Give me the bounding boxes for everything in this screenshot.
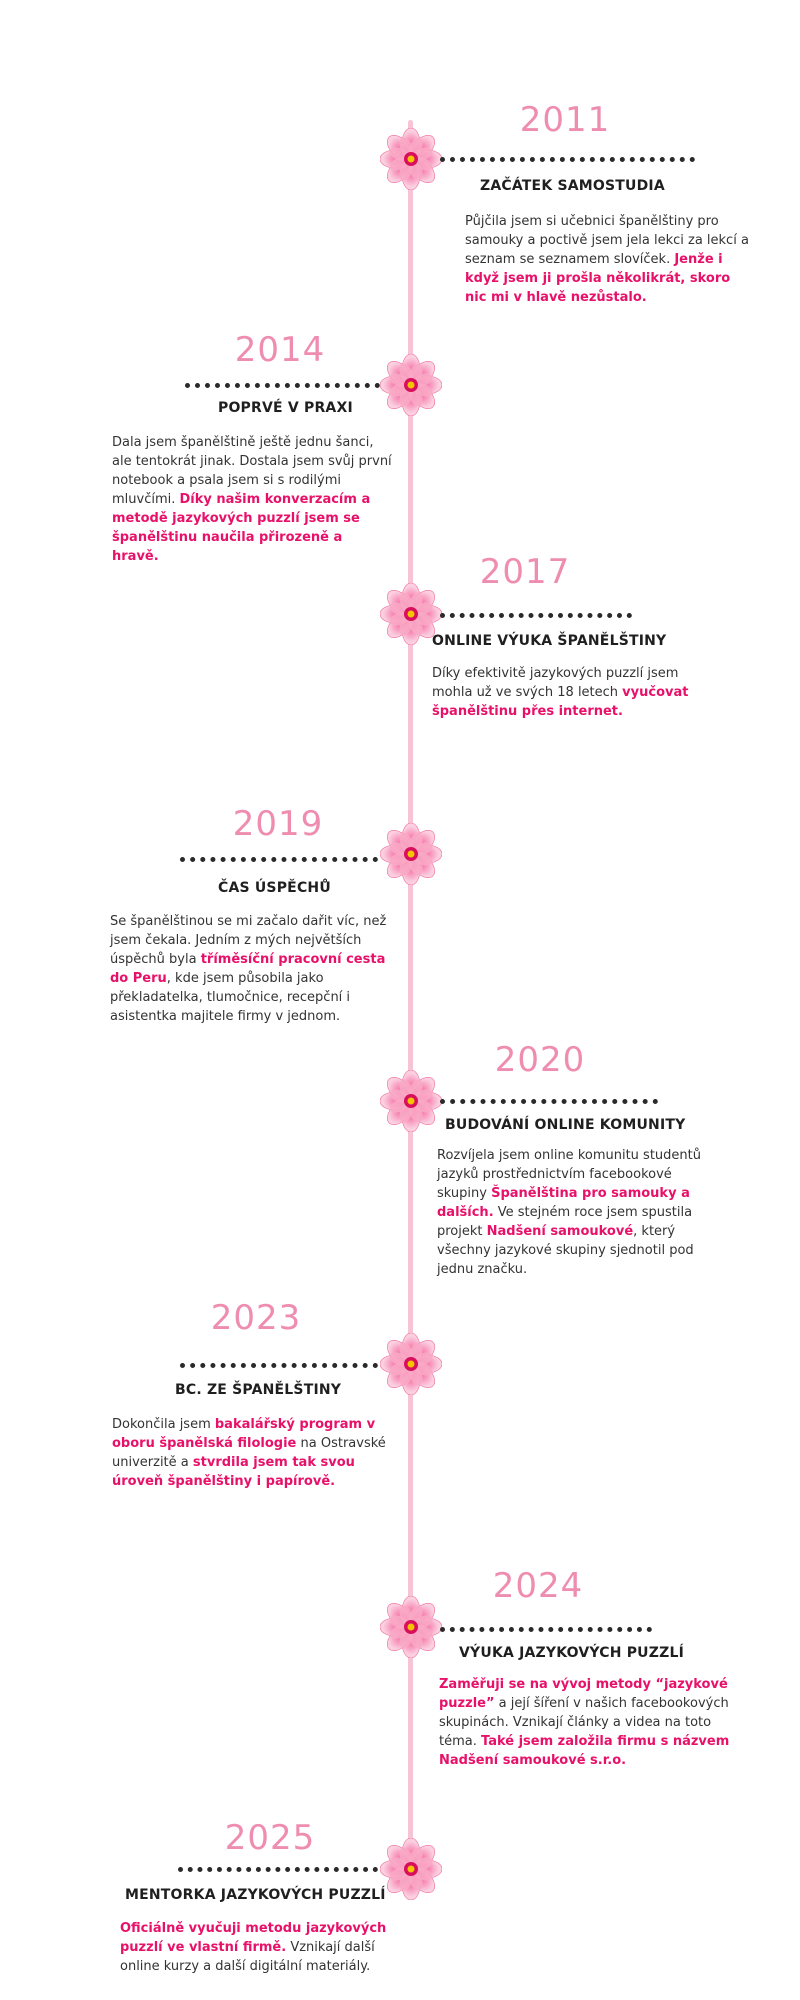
highlighted-text: Zaměřuji se na vývoj metody “jazykové puzzle” — [439, 1677, 728, 1711]
flower-icon — [380, 1838, 442, 1900]
event-description — [439, 1675, 739, 1770]
text-segment: Půjčila jsem si učebnici španělštiny pro samouky a poctivě jsem jela lekci za lekcí a seznam se seznamem slovíček. — [465, 214, 749, 267]
event-year: 2023 — [210, 1298, 302, 1338]
dotted-connector — [180, 1363, 378, 1368]
event-year: 2024 — [492, 1566, 584, 1606]
highlighted-text: tříměsíční pracovní cesta do Peru — [110, 952, 386, 986]
flower-icon — [380, 128, 442, 190]
event-year: 2017 — [479, 552, 571, 592]
text-segment: , který všechny jazykové skupiny sjednotil pod jednu značku. — [437, 1224, 694, 1277]
event-heading: BUDOVÁNÍ ONLINE KOMUNITY — [445, 1117, 686, 1133]
event-heading: MENTORKA JAZYKOVÝCH PUZZLÍ — [125, 1887, 386, 1903]
highlighted-text: Nadšení samoukové — [486, 1224, 634, 1239]
text-segment: a její šíření v našich facebookových skupinách. Vznikají články a videa na toto téma. — [439, 1696, 729, 1749]
event-heading: ZAČÁTEK SAMOSTUDIA — [480, 178, 665, 194]
event-heading: VÝUKA JAZYKOVÝCH PUZZLÍ — [459, 1645, 684, 1661]
flower-icon — [380, 1596, 442, 1658]
dotted-connector — [440, 1627, 652, 1632]
event-year: 2020 — [494, 1040, 586, 1080]
flower-icon — [380, 354, 442, 416]
event-heading: POPRVÉ V PRAXI — [218, 400, 353, 416]
event-year: 2019 — [232, 804, 324, 844]
text-segment: Dala jsem španělštině ještě jednu šanci, ale tentokrát jinak. Dostala jsem svůj první notebook a psala jsem si s rodilými mluvčími. — [112, 435, 392, 507]
dotted-connector — [440, 1099, 658, 1104]
text-segment: , kde jsem působila jako překladatelka, tlumočnice, recepční i asistentka majitele firmy v jednom. — [110, 971, 351, 1024]
event-year: 2014 — [234, 330, 326, 370]
text-segment: Díky efektivitě jazykových puzzlí jsem mohla už ve svých 18 letech — [432, 666, 679, 700]
highlighted-text: Také jsem založila firmu s názvem Nadšení samoukové s.r.o. — [439, 1734, 730, 1768]
text-segment: Vznikají další online kurzy a další digitální materiály. — [120, 1940, 375, 1974]
dotted-connector — [440, 157, 695, 162]
dotted-connector — [180, 857, 378, 862]
text-segment: Rozvíjela jsem online komunitu studentů jazyků prostřednictvím facebookové skupiny — [437, 1148, 701, 1201]
event-heading: BC. ZE ŠPANĚLŠTINY — [175, 1382, 342, 1398]
flower-icon — [380, 823, 442, 885]
dotted-connector — [185, 383, 380, 388]
highlighted-text: Jenže i když jsem ji prošla několikrát, skoro nic mi v hlavě nezůstalo. — [465, 252, 731, 305]
event-year: 2025 — [224, 1818, 316, 1858]
highlighted-text: vyučovat španělštinu přes internet. — [432, 685, 689, 719]
event-description — [112, 1415, 402, 1491]
text-segment: Se španělštinou se mi začalo dařit víc, než jsem čekala. Jedním z mých největších úspěchů byla — [110, 914, 387, 967]
dotted-connector — [440, 613, 632, 618]
event-description — [110, 912, 395, 1026]
event-description — [437, 1146, 717, 1279]
text-segment: na Ostravské univerzitě a — [112, 1436, 386, 1470]
event-year: 2011 — [519, 100, 611, 140]
flower-icon — [380, 1070, 442, 1132]
event-description — [120, 1919, 405, 1976]
text-segment: Dokončila jsem — [112, 1417, 215, 1432]
event-heading: ONLINE VÝUKA ŠPANĚLŠTINY — [432, 633, 667, 649]
highlighted-text: Španělština pro samouky a dalších. — [437, 1186, 690, 1220]
highlighted-text: Oficiálně vyučuji metodu jazykových puzzlí ve vlastní firmě. — [120, 1921, 387, 1955]
highlighted-text: bakalářský program v oboru španělská filologie — [112, 1417, 376, 1451]
highlighted-text: Díky našim konverzacím a metodě jazykových puzzlí jsem se španělštinu naučila přirozeně a hravě. — [112, 492, 371, 564]
dotted-connector — [178, 1867, 378, 1872]
event-description — [112, 433, 392, 566]
event-description — [432, 664, 712, 721]
event-heading: ČAS ÚSPĚCHŮ — [218, 880, 331, 896]
highlighted-text: stvrdila jsem tak svou úroveň španělštiny i papírově. — [112, 1455, 355, 1489]
flower-icon — [380, 1333, 442, 1395]
text-segment: Ve stejném roce jsem spustila projekt — [437, 1205, 693, 1239]
event-description — [465, 212, 755, 307]
